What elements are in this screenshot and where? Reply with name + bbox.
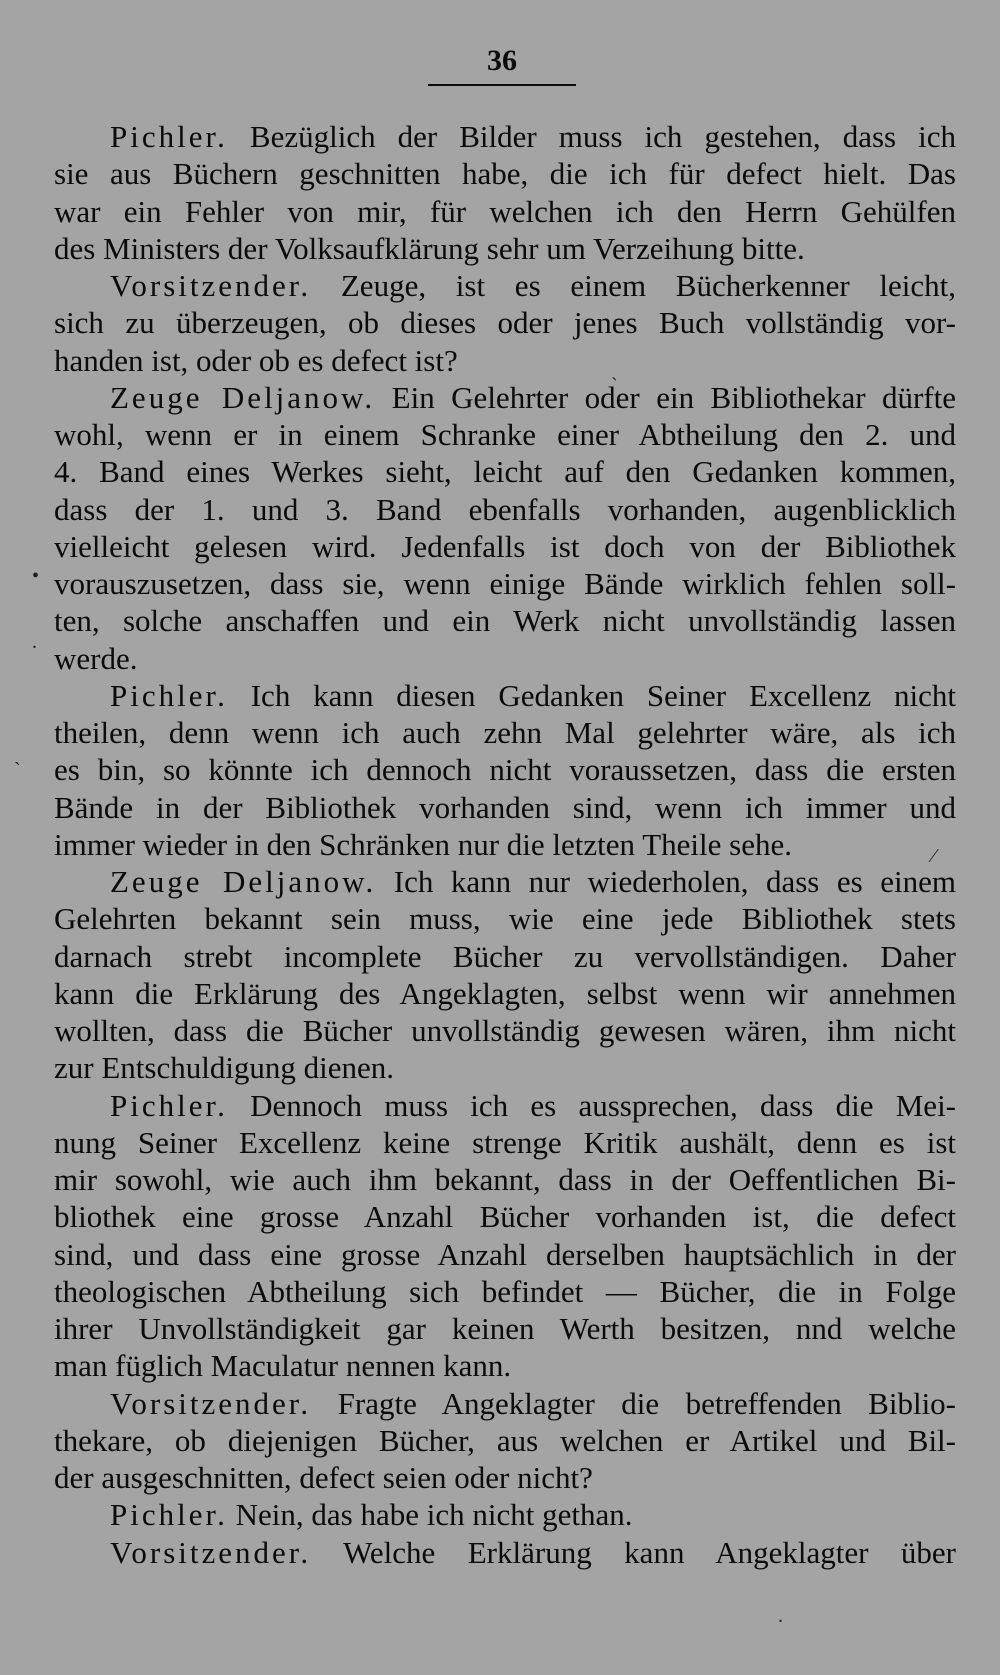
text-line: [54, 304, 956, 341]
text-line: [54, 975, 956, 1012]
line-text: es bin, so könnte ich dennoch nicht voraussetzen, dass die ersten: [54, 752, 956, 788]
line-text: immer wieder in den Schränken nur die letzten Theile sehe.: [54, 826, 792, 862]
text-line: [54, 1087, 956, 1124]
text-line: [54, 1422, 956, 1459]
text-line: [54, 528, 956, 565]
text-line: [54, 1161, 956, 1198]
line-text: werde.: [54, 640, 138, 676]
line-text: zur Entschuldigung dienen.: [54, 1050, 395, 1086]
line-text: handen ist, oder ob es defect ist?: [54, 342, 458, 378]
ink-speck: •: [32, 565, 40, 587]
text-line: [54, 1385, 956, 1422]
line-text: der ausgeschnitten, defect seien oder nicht?: [54, 1460, 593, 1495]
line-text: vorauszusetzen, dass sie, wenn einige Bände wirklich fehlen soll-: [54, 566, 956, 601]
line-text: nung Seiner Excellenz keine strenge Kritik aushält, denn es ist: [54, 1124, 956, 1160]
line-text: theologischen Abtheilung sich befindet — Bücher, die in Folge: [54, 1273, 956, 1309]
line-text: Ich kann nur wiederholen, dass es einem: [393, 864, 956, 899]
line-text: darnach strebt incomplete Bücher zu vervollständigen. Daher: [54, 938, 956, 974]
line-text: ten, solche anschaffen und ein Werk nicht unvollständig lassen: [54, 603, 956, 639]
line-text: kann die Erklärung des Angeklagten, selbst wenn wir annehmen: [54, 975, 956, 1011]
line-text: Ich kann diesen Gedanken Seiner Excellenz nicht: [250, 677, 956, 713]
text-line: [54, 1124, 956, 1161]
text-line: [54, 602, 956, 639]
speaker-name: Vorsitzender.: [110, 268, 312, 303]
text-line: [54, 1310, 956, 1347]
text-line: [54, 900, 956, 937]
text-line: [54, 789, 956, 826]
text-line: [54, 640, 956, 677]
text-line: [54, 453, 956, 490]
line-text: sich zu überzeugen, ob dieses oder jenes Buch vollständig vor-: [54, 305, 956, 341]
text-line: [54, 863, 956, 900]
line-text: Gelehrten bekannt sein muss, wie eine jede Bibliothek stets: [54, 901, 956, 937]
speaker-name: Pichler.: [110, 1497, 228, 1533]
speaker-name: Zeuge Deljanow.: [110, 379, 376, 415]
line-text: Welche Erklärung kann Angeklagter über: [343, 1534, 956, 1570]
text-line: [54, 491, 956, 528]
page-number: 36: [487, 44, 517, 77]
line-text: Dennoch muss ich es aussprechen, dass die Mei-: [250, 1087, 957, 1123]
line-text: Fragte Angeklagter die betreffenden Biblio-: [337, 1385, 957, 1421]
speaker-name: Pichler.: [110, 119, 228, 154]
line-text: Bände in der Bibliothek vorhanden sind, wenn ich immer und: [54, 789, 956, 825]
text-line: [54, 230, 956, 267]
ink-speck: .: [778, 1605, 783, 1627]
text-line: [54, 1534, 956, 1571]
text-line: [54, 1198, 956, 1235]
text-line: [54, 1049, 956, 1086]
speaker-name: Pichler.: [110, 1087, 228, 1123]
line-text: dass der 1. und 3. Band ebenfalls vorhanden, augenblicklich: [54, 491, 956, 527]
ink-speck: ˎ: [611, 359, 618, 381]
text-line: [54, 938, 956, 975]
ink-speck: ˋ: [14, 759, 21, 781]
text-line: [54, 1012, 956, 1049]
text-line: [54, 193, 956, 230]
line-text: thekare, ob diejenigen Bücher, aus welchen er Artikel und Bil-: [54, 1422, 956, 1458]
line-text: des Ministers der Volksaufklärung sehr um Verzeihung bitte.: [54, 230, 805, 266]
text-line: [54, 379, 956, 416]
text-line: [54, 155, 956, 192]
text-line: [54, 1347, 956, 1384]
speaker-name: Zeuge Deljanow.: [110, 864, 377, 899]
line-text: Zeuge, ist es einem Bücherkenner leicht,: [340, 268, 956, 303]
text-line: [54, 1273, 956, 1310]
text-line: [54, 714, 956, 751]
text-line: [54, 416, 956, 453]
header-rule: [428, 84, 576, 86]
line-text: vielleicht gelesen wird. Jedenfalls ist doch von der Bibliothek: [54, 528, 956, 564]
line-text: ihrer Unvollständigkeit gar keinen Werth besitzen, nnd welche: [54, 1311, 956, 1346]
text-line: [54, 565, 956, 602]
speaker-name: Vorsitzender.: [110, 1534, 312, 1570]
line-text: 4. Band eines Werkes sieht, leicht auf den Gedanken kommen,: [54, 454, 956, 490]
line-text: Ein Gelehrter oder ein Bibliothekar dürfte: [391, 379, 957, 415]
ink-speck: .: [32, 631, 37, 653]
line-text: bliothek eine grosse Anzahl Bücher vorhanden ist, die defect: [54, 1199, 956, 1235]
text-line: [54, 677, 956, 714]
line-text: sie aus Büchern geschnitten habe, die ich für defect hielt. Das: [54, 156, 956, 192]
line-text: Bezüglich der Bilder muss ich gestehen, dass ich: [249, 119, 957, 154]
text-line: [54, 1459, 956, 1496]
text-line: [54, 826, 956, 863]
speaker-name: Pichler.: [110, 677, 228, 713]
line-text: sind, und dass eine grosse Anzahl derselben hauptsächlich in der: [54, 1236, 956, 1272]
body-text: [54, 118, 956, 1571]
text-line: [54, 1496, 956, 1533]
text-line: [54, 751, 956, 788]
line-text: theilen, denn wenn ich auch zehn Mal gelehrter wäre, als ich: [54, 715, 956, 750]
line-text: war ein Fehler von mir, für welchen ich den Herrn Gehülfen: [54, 193, 956, 229]
line-text: wohl, wenn er in einem Schranke einer Abtheilung den 2. und: [54, 417, 956, 452]
page-header: [428, 44, 576, 78]
line-text: Nein, das habe ich nicht gethan.: [235, 1497, 633, 1533]
line-text: man füglich Maculatur nennen kann.: [54, 1348, 512, 1384]
speaker-name: Vorsitzender.: [110, 1385, 312, 1421]
text-line: [54, 118, 956, 155]
line-text: mir sowohl, wie auch ihm bekannt, dass in der Oeffentlichen Bi-: [54, 1162, 956, 1197]
text-line: [54, 267, 956, 304]
line-text: wollten, dass die Bücher unvollständig gewesen wären, ihm nicht: [54, 1013, 956, 1048]
ink-speck: ⁄: [932, 845, 936, 867]
text-line: [54, 1236, 956, 1273]
text-line: [54, 342, 956, 379]
